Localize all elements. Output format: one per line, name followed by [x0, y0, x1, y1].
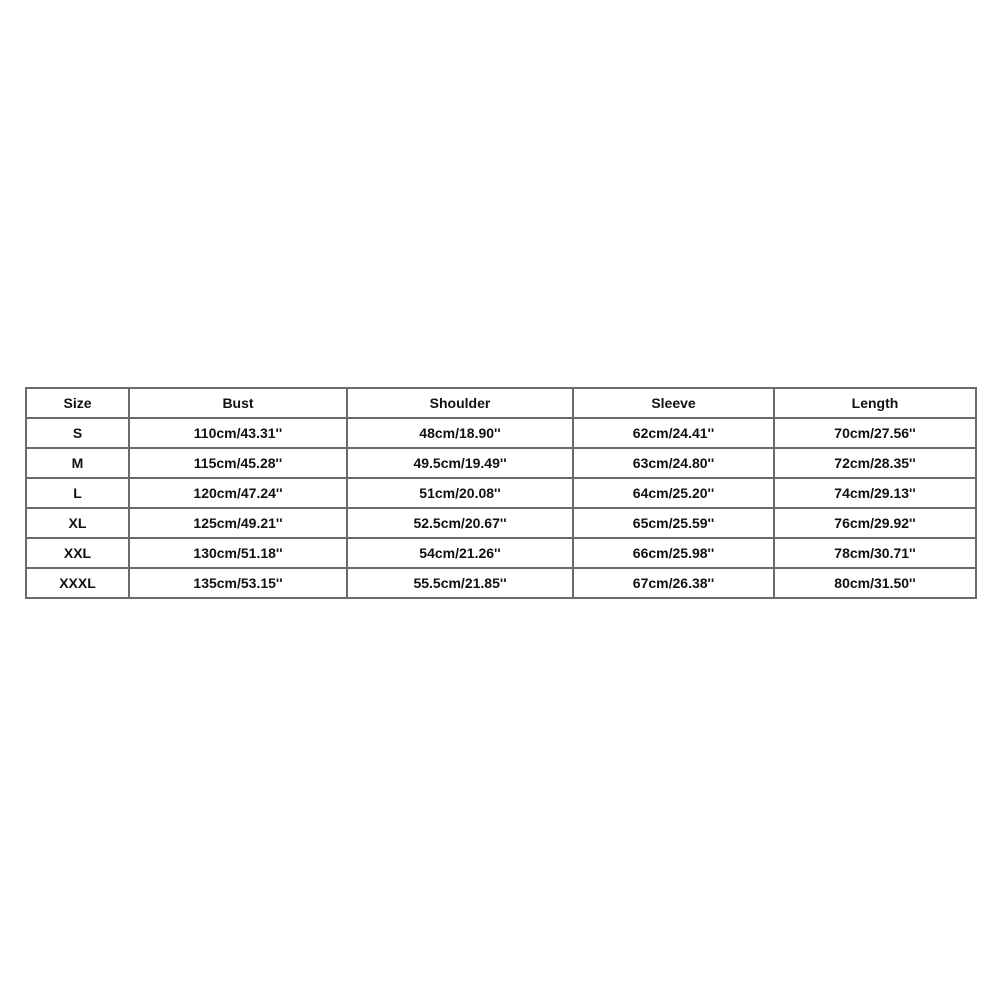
- table-row: [26, 508, 976, 538]
- cell-length: 70cm/27.56'': [774, 418, 976, 448]
- cell-sleeve: 62cm/24.41'': [573, 418, 774, 448]
- table-row: [26, 568, 976, 598]
- header-length: Length: [774, 388, 976, 418]
- header-shoulder: Shoulder: [347, 388, 573, 418]
- cell-sleeve: 67cm/26.38'': [573, 568, 774, 598]
- size-chart-table: [25, 387, 977, 599]
- cell-bust: 120cm/47.24'': [129, 478, 347, 508]
- cell-bust: 130cm/51.18'': [129, 538, 347, 568]
- cell-bust: 110cm/43.31'': [129, 418, 347, 448]
- table-row: [26, 448, 976, 478]
- cell-size: S: [26, 418, 129, 448]
- cell-size: XL: [26, 508, 129, 538]
- cell-bust: 125cm/49.21'': [129, 508, 347, 538]
- table-row: [26, 538, 976, 568]
- cell-bust: 135cm/53.15'': [129, 568, 347, 598]
- table-row: [26, 478, 976, 508]
- cell-length: 80cm/31.50'': [774, 568, 976, 598]
- cell-size: M: [26, 448, 129, 478]
- header-sleeve: Sleeve: [573, 388, 774, 418]
- cell-size: XXXL: [26, 568, 129, 598]
- header-size: Size: [26, 388, 129, 418]
- cell-shoulder: 48cm/18.90'': [347, 418, 573, 448]
- cell-length: 72cm/28.35'': [774, 448, 976, 478]
- cell-shoulder: 54cm/21.26'': [347, 538, 573, 568]
- header-bust: Bust: [129, 388, 347, 418]
- table-row: [26, 418, 976, 448]
- cell-sleeve: 63cm/24.80'': [573, 448, 774, 478]
- cell-size: XXL: [26, 538, 129, 568]
- cell-size: L: [26, 478, 129, 508]
- cell-shoulder: 51cm/20.08'': [347, 478, 573, 508]
- cell-length: 74cm/29.13'': [774, 478, 976, 508]
- cell-shoulder: 52.5cm/20.67'': [347, 508, 573, 538]
- header-row: [26, 388, 976, 418]
- cell-sleeve: 64cm/25.20'': [573, 478, 774, 508]
- cell-sleeve: 65cm/25.59'': [573, 508, 774, 538]
- cell-sleeve: 66cm/25.98'': [573, 538, 774, 568]
- cell-shoulder: 55.5cm/21.85'': [347, 568, 573, 598]
- cell-length: 76cm/29.92'': [774, 508, 976, 538]
- cell-shoulder: 49.5cm/19.49'': [347, 448, 573, 478]
- cell-bust: 115cm/45.28'': [129, 448, 347, 478]
- cell-length: 78cm/30.71'': [774, 538, 976, 568]
